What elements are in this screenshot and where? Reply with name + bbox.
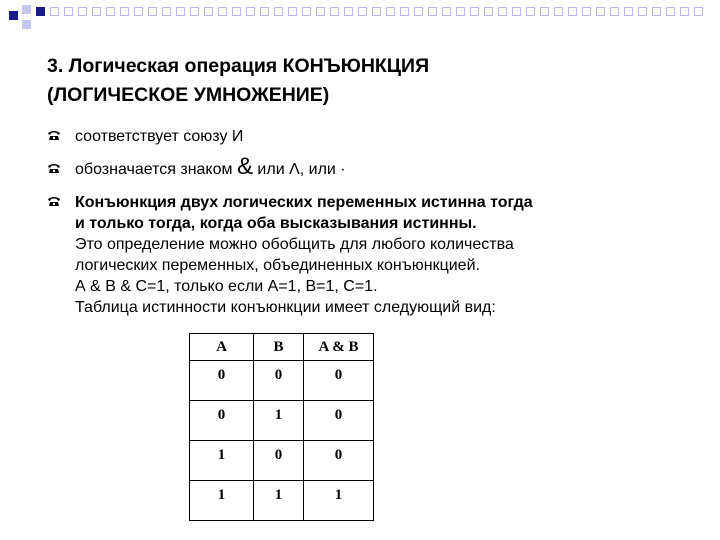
title-line-1: 3. Логическая операция КОНЪЮНКЦИЯ: [47, 55, 430, 77]
deco-square-dark: [36, 7, 45, 16]
column-header: A: [190, 334, 254, 361]
slide-title: [47, 52, 687, 110]
table-row: [190, 441, 374, 481]
bullet-list: [47, 126, 687, 318]
definition-line: Таблица истинности конъюнкции имеет следующий вид:: [75, 299, 496, 316]
truth-table: [189, 333, 374, 521]
table-cell: 0: [254, 361, 304, 401]
bullet-text-after: или Λ, или ·: [252, 161, 346, 178]
bullet-item: [47, 126, 687, 147]
definition-line: А & В & С=1, только если А=1, В=1, С=1.: [75, 278, 378, 295]
table-cell: 0: [254, 441, 304, 481]
table-header-row: [190, 334, 374, 361]
definition-line: логических переменных, объединенных конъюнкцией.: [75, 257, 480, 274]
telephone-icon: [47, 195, 61, 207]
table-row: [190, 481, 374, 521]
table-cell: 0: [304, 441, 374, 481]
column-header: B: [254, 334, 304, 361]
definition-line: Это определение можно обобщить для любого количества: [75, 236, 514, 253]
table-cell: 1: [190, 481, 254, 521]
deco-square-light: [22, 5, 31, 14]
deco-square-dark: [9, 11, 18, 20]
telephone-icon: [47, 129, 61, 141]
bullet-text-before: обозначается знаком: [75, 161, 237, 178]
definition-bold-line: Конъюнкция двух логических переменных истинна тогда: [75, 194, 533, 211]
table-cell: 1: [304, 481, 374, 521]
table-row: [190, 361, 374, 401]
table-cell: 0: [304, 361, 374, 401]
table-cell: 1: [254, 401, 304, 441]
table-cell: 0: [190, 361, 254, 401]
table-cell: 1: [190, 441, 254, 481]
bullet-text: соответствует союзу И: [75, 128, 244, 145]
deco-square-light: [22, 20, 31, 29]
table-cell: 1: [254, 481, 304, 521]
definition-bold-line: и только тогда, когда оба высказывания истинны.: [75, 215, 477, 232]
ampersand-symbol: &: [236, 153, 253, 180]
bullet-item: [47, 153, 687, 180]
title-line-2: (ЛОГИЧЕСКОЕ УМНОЖЕНИЕ): [47, 84, 330, 106]
bullet-item: [47, 192, 687, 318]
column-header: A & B: [304, 334, 374, 361]
table-cell: 0: [304, 401, 374, 441]
telephone-icon: [47, 162, 61, 174]
table-cell: 0: [190, 401, 254, 441]
table-row: [190, 401, 374, 441]
